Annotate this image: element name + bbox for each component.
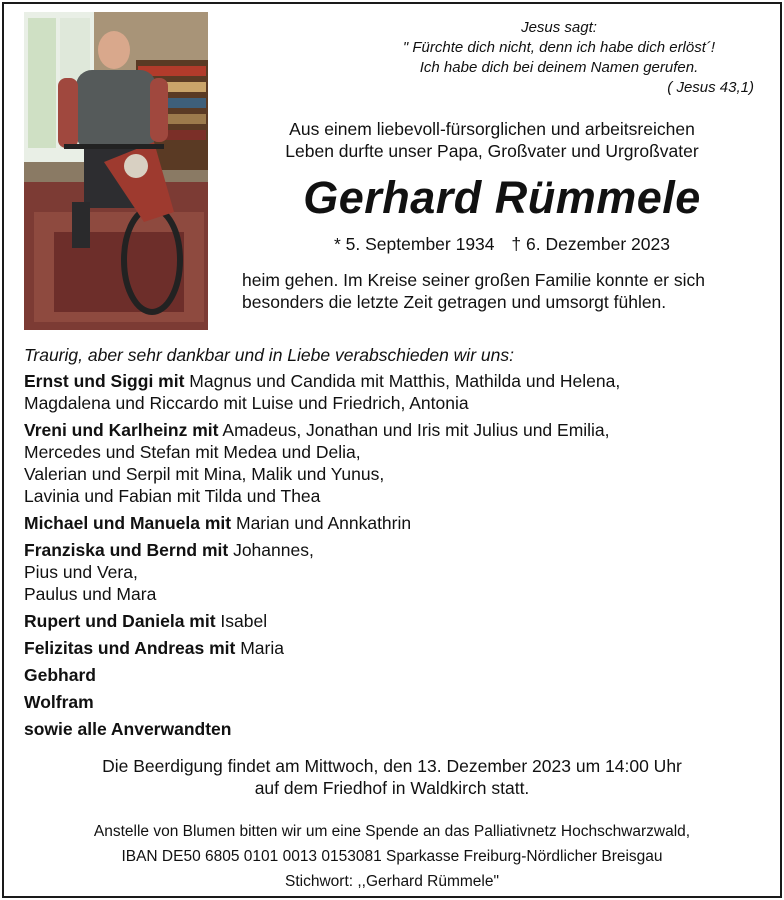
family-members: Lavinia und Fabian mit Tilda und Thea <box>24 486 321 506</box>
keyword-line: Stichwort: ,,Gerhard Rümmele" <box>285 873 499 890</box>
portrait-photo <box>24 12 208 330</box>
passing-text <box>242 269 772 313</box>
passing-line: heim gehen. Im Kreise seiner großen Familie konnte er sich <box>242 270 705 290</box>
family-group <box>24 664 764 686</box>
funeral-info <box>24 755 760 799</box>
deceased-name: Gerhard Rümmele <box>303 172 701 223</box>
mourners-lead: Traurig, aber sehr dankbar und in Liebe verabschieden wir uns: <box>24 345 514 365</box>
family-head: Vreni und Karlheinz mit <box>24 420 219 440</box>
quote-reference: ( Jesus 43,1) <box>667 79 754 96</box>
bible-quote <box>364 18 754 98</box>
family-head: Wolfram <box>24 692 94 712</box>
family-members: Amadeus, Jonathan und Iris mit Julius und Emilia, <box>222 420 610 440</box>
family-group <box>24 610 764 632</box>
intro-line: Aus einem liebevoll-fürsorglichen und arbeitsreichen <box>289 119 695 139</box>
family-members: Paulus und Mara <box>24 584 157 604</box>
family-group <box>24 691 764 713</box>
quote-line: Ich habe dich bei deinem Namen gerufen. <box>419 59 699 76</box>
family-head: Ernst und Siggi mit <box>24 371 185 391</box>
mourners-list <box>24 344 764 745</box>
family-members: Magdalena und Riccardo mit Luise und Friedrich, Antonia <box>24 393 469 413</box>
donation-info <box>24 819 760 894</box>
family-members: Pius und Vera, <box>24 562 138 582</box>
family-head: Franziska und Bernd mit <box>24 540 229 560</box>
family-group <box>24 419 764 507</box>
donation-line: Anstelle von Blumen bitten wir um eine Spende an das Palliativnetz Hochschwarzwald, <box>93 823 691 840</box>
family-members: Maria <box>240 638 284 658</box>
funeral-line: Die Beerdigung findet am Mittwoch, den 13. Dezember 2023 um 14:00 Uhr <box>102 756 682 776</box>
family-group <box>24 512 764 534</box>
family-head: Felizitas und Andreas mit <box>24 638 236 658</box>
family-head: Gebhard <box>24 665 96 685</box>
intro-line: Leben durfte unser Papa, Großvater und Urgroßvater <box>285 141 699 161</box>
family-members: Magnus und Candida mit Matthis, Mathilda und Helena, <box>189 371 621 391</box>
family-members: Mercedes und Stefan mit Medea und Delia, <box>24 442 361 462</box>
family-group <box>24 370 764 414</box>
passing-line: besonders die letzte Zeit getragen und umsorgt fühlen. <box>242 292 667 312</box>
family-group <box>24 718 764 740</box>
family-members: Johannes, <box>233 540 314 560</box>
life-dates <box>222 234 782 255</box>
birth-date: * 5. September 1934 <box>334 234 495 254</box>
family-members: Marian und Annkathrin <box>236 513 412 533</box>
intro-text <box>222 118 762 162</box>
family-members: Isabel <box>220 611 268 631</box>
death-date: † 6. Dezember 2023 <box>511 234 670 254</box>
obituary-card <box>2 2 782 898</box>
family-group <box>24 637 764 659</box>
quote-line: " Fürchte dich nicht, denn ich habe dich erlöst´! <box>402 39 716 56</box>
family-head: Michael und Manuela mit <box>24 513 232 533</box>
family-members: Valerian und Serpil mit Mina, Malik und Yunus, <box>24 464 385 484</box>
family-head: sowie alle Anverwandten <box>24 719 232 739</box>
quote-heading: Jesus sagt: <box>521 19 597 36</box>
family-group <box>24 539 764 605</box>
iban-line: IBAN DE50 6805 0101 0013 0153081 Sparkasse Freiburg-Nördlicher Breisgau <box>121 848 663 865</box>
funeral-line: auf dem Friedhof in Waldkirch statt. <box>254 778 530 798</box>
family-head: Rupert und Daniela mit <box>24 611 216 631</box>
